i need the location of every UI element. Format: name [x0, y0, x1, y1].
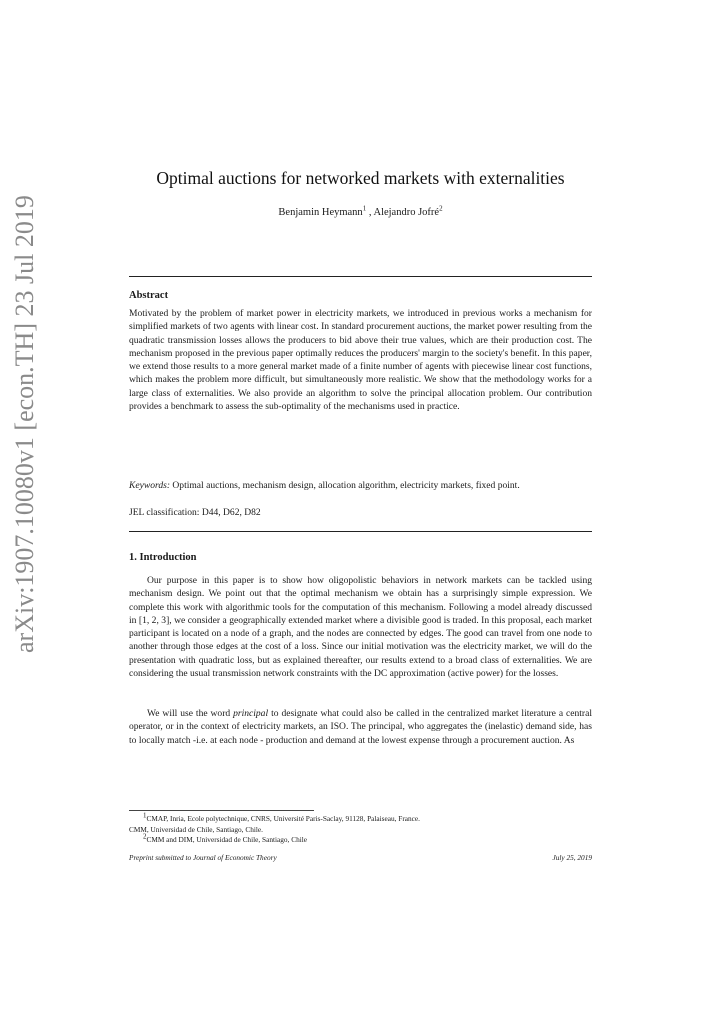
top-rule — [129, 276, 592, 277]
text-span: We will use the word — [147, 708, 234, 719]
footnote-mark: 2 — [439, 204, 443, 213]
author-name: Benjamin Heymann — [278, 207, 363, 218]
footnote-rule — [129, 810, 314, 811]
footnote-text: CMM and DIM, Universidad de Chile, Santiago, Chile — [146, 835, 308, 844]
author-separator: , — [366, 207, 374, 218]
abstract-text: Motivated by the problem of market power in electricity markets, we introduced in previous works a mechanism for simplified markets of two agents with linear cost. In standard procurement auctions, the market power resulting from the quadratic transmission losses allows the producers to bid above their true values, which are their production cost. The mechanism proposed in the previous paper optimally reduces the producers' margin to the society's benefit. In this paper, we extend those results to a more general market made of a finite number of agents with piecewise linear cost functions, which makes the problem more difficult, but simultaneously more realistic. We show that the methodology works for a large class of externalities. We also provide an algorithm to solve the principal allocation problem. Our contribution provides a benchmark to assess the sub-optimality of the mechanisms used in practice. — [129, 308, 592, 413]
author-list — [0, 204, 721, 218]
preprint-journal: Preprint submitted to Journal of Economic Theory — [129, 853, 277, 862]
abstract-heading: Abstract — [129, 290, 169, 301]
bottom-rule — [129, 531, 592, 532]
footnote-text: CMAP, Inria, Ecole polytechnique, CNRS, Université Paris-Saclay, 91128, Palaiseau, France. — [146, 814, 420, 823]
footnote-mark: 1 — [362, 204, 367, 213]
preprint-line — [129, 853, 592, 862]
footnote-1 — [129, 811, 592, 825]
text-span: to designate what could also be called in the centralized market literature a central operator, or in the context of electricity markets, an ISO. The principal, who aggregates the (inelastic) demand side, has to locally match -i.e. at each node - production and demand at the lowest expense through a procurement auction. As — [129, 708, 593, 746]
footnotes — [129, 811, 592, 846]
footnote-2 — [129, 832, 592, 846]
jel-classification: JEL classification: D44, D62, D82 — [129, 507, 261, 518]
intro-paragraph-2 — [129, 707, 592, 747]
footnote-mark: 1 — [143, 811, 147, 820]
emphasis: principal — [233, 708, 269, 719]
preprint-date: July 25, 2019 — [552, 853, 592, 862]
introduction-heading: 1. Introduction — [129, 552, 197, 563]
author-name: Alejandro Jofré — [373, 207, 440, 218]
keywords-label: Keywords: — [129, 480, 171, 491]
keywords — [129, 479, 592, 492]
intro-paragraph-1: Our purpose in this paper is to show how oligopolistic behaviors in network markets can be tackled using mechanism design. We point out that the optimal mechanism we obtain has a surprisingly simple expression. We complete this work with algorithmic tools for the computation of this mechanism. Following a model already discussed in [1, 2, 3], we consider a geographically extended market where a divisible good is traded. In this proposal, each market participant is located on a node of a graph, and the nodes are connected by edges. The good can travel from one node to another through those edges at the cost of a loss. Since our initial motivation was the electricity market, we will do the presentation with quadratic loss, but as explained thereafter, our results extend to a broad class of externalities. We are considering the usual transmission network constraints with the DC approximation (active power) for the losses. — [129, 575, 592, 680]
paper-title: Optimal auctions for networked markets with externalities — [156, 168, 565, 188]
footnote-mark: 2 — [143, 832, 147, 841]
arxiv-identifier: arXiv:1907.10080v1 [econ.TH] 23 Jul 2019 — [10, 195, 39, 653]
footnote-1-continued: CMM, Universidad de Chile, Santiago, Chile. — [129, 824, 263, 834]
keywords-text: Optimal auctions, mechanism design, allocation algorithm, electricity markets, fixed point. — [172, 480, 520, 491]
